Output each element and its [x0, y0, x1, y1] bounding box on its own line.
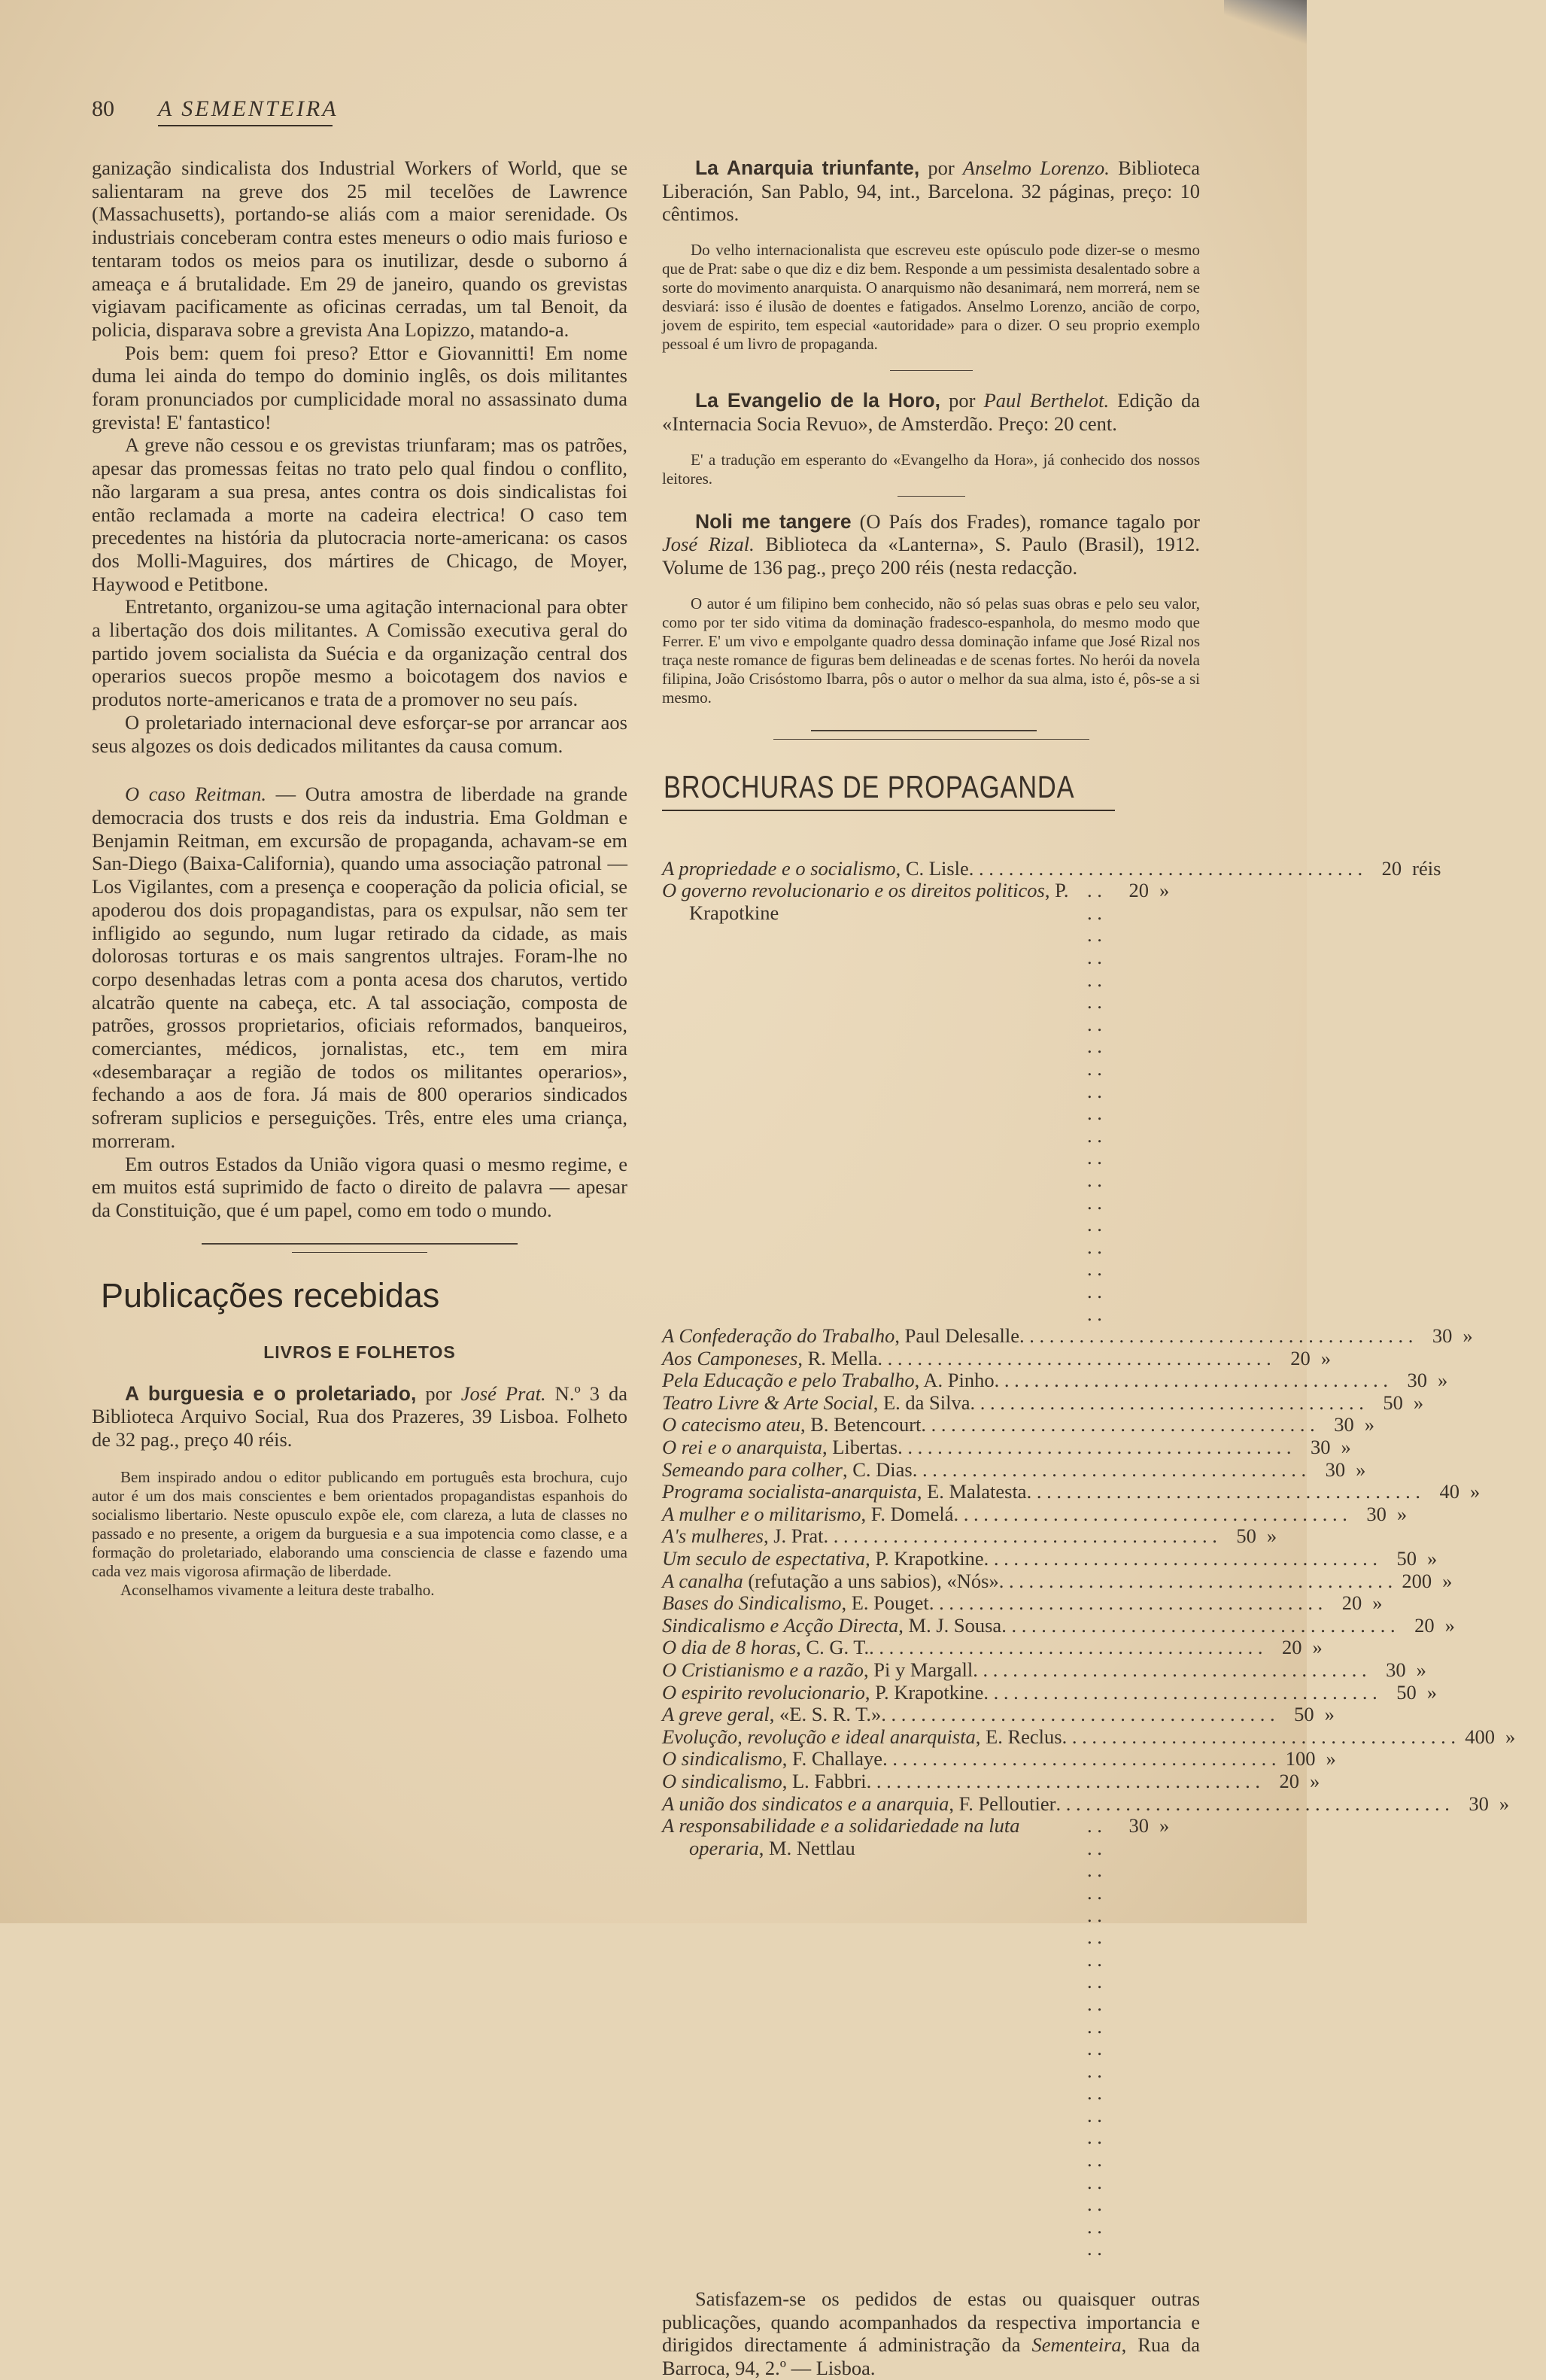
dot-leader: . . . . . . . . . . . . . . . . . . . . . . . . . . . . . . . . . . . . . . . .	[1019, 1324, 1414, 1348]
reitman-closing: Em outros Estados da União vigora quasi o mesmo regime, e em muitos está suprimido de facto o direito de palavra — apesar da Constituição, que é um papel, como em todo o mundo.	[92, 1152, 627, 1221]
brochure-author: , J. Prat	[763, 1524, 824, 1548]
brochure-row	[662, 1436, 1351, 1459]
brochure-author: , F. Pelloutier	[949, 1792, 1056, 1815]
brochure-author: , F. Challaye	[782, 1747, 883, 1771]
brochure-author: , P. Krapotkine	[864, 1680, 984, 1704]
brochure-price: 50	[1396, 1547, 1417, 1570]
brochure-unit: »	[1505, 1725, 1516, 1748]
brochure-title-cell	[662, 1682, 983, 1704]
brochure-row	[662, 880, 1200, 1325]
brochure-title-cell	[662, 1348, 877, 1370]
brochure-title: A Confederação do Trabalho	[662, 1324, 895, 1348]
brochure-title: A's mulheres	[662, 1524, 764, 1548]
brochure-price: 20	[1281, 1636, 1302, 1659]
reitman-title: O caso Reitman.	[125, 783, 266, 806]
anarquia-entry: La Anarquia triunfante, por Anselmo Lorenzo. Biblioteca Liberación, San Pablo, 94, int., Barcelona. 32 páginas, preço: 10 cêntimos.	[662, 157, 1201, 226]
brochure-title: O rei e o anarquista	[662, 1436, 822, 1459]
brochure-row	[662, 1524, 1277, 1548]
brochure-author: , C. Dias	[842, 1457, 913, 1481]
brochure-title-cell	[662, 1815, 1087, 1859]
brochure-title: Semeando para colher	[662, 1457, 843, 1481]
brochure-row	[662, 1658, 1426, 1682]
brochure-row	[662, 1346, 1331, 1370]
brochure-title: Pela Educação e pelo Trabalho	[662, 1369, 915, 1392]
brochure-price: 20	[1381, 856, 1402, 880]
article-paragraph: O proletariado internacional deve esforçar-se por arrancar aos seus algozes os dois dedicados militantes da causa comum.	[92, 710, 627, 757]
brochure-author: (refutação a uns sabios), «Nós»	[743, 1569, 999, 1592]
brochure-title-cell	[662, 1369, 995, 1392]
dot-leader: . . . . . . . . . . . . . . . . . . . . . . . . . . . . . . . . . . . . . . . .	[983, 1547, 1377, 1570]
brochure-price: 30	[1366, 1502, 1387, 1525]
brochure-title: A responsabilidade e a solidariedade na luta operaria	[662, 1814, 1020, 1859]
article-paragraph: Entretanto, organizou-se uma agitação internacional para obter a libertação dos dois militantes. A Comissão executiva geral do partido jovem socialista da Suécia e da organização central dos operarios suecos propõe mesmo a boicotagem dos navios e produtos norte-americanos e trata de a promover no seu país.	[92, 595, 627, 711]
evangelio-author: Paul Berthelot.	[983, 389, 1110, 412]
dot-leader: . . . . . . . . . . . . . . . . . . . . . . . . . . . . . . . . . . . . . . . .	[898, 1436, 1292, 1459]
brochure-author: , Libertas	[822, 1436, 898, 1459]
dot-leader: . . . . . . . . . . . . . . . . . . . . . . . . . . . . . . . . . . . . . . . .	[1001, 1613, 1396, 1637]
brochure-author: , F. Domelá	[861, 1502, 954, 1525]
brochure-title-cell	[662, 1525, 823, 1548]
brochure-title-cell	[662, 1459, 913, 1482]
brochure-unit: »	[1499, 1792, 1510, 1815]
brochure-row	[662, 1591, 1383, 1615]
brochure-title: Sindicalismo e Acção Directa	[662, 1613, 899, 1637]
brochure-author: , B. Betencourt	[800, 1413, 922, 1436]
section-divider	[202, 1243, 518, 1257]
brochure-author: , C. Lisle	[895, 856, 969, 880]
brochure-unit: »	[1320, 1346, 1331, 1369]
dot-leader: . . . . . . . . . . . . . . . . . . . . . . . . . . . . . . . . . . . . . . . .	[973, 1658, 1367, 1681]
brochure-price: 20	[1341, 1591, 1362, 1615]
brochure-row	[662, 1613, 1455, 1637]
section-divider	[773, 730, 1089, 743]
brochure-author: , E. Reclus	[975, 1725, 1062, 1748]
brochure-unit: »	[1341, 1436, 1351, 1459]
anarquia-author: Anselmo Lorenzo.	[962, 157, 1110, 179]
reitman-paragraph	[92, 783, 627, 1152]
dot-leader: . . . . . . . . . . . . . . . . . . . . . . . . . . . . . . . . . . . . . . . .	[998, 1569, 1393, 1592]
brochure-unit: »	[1356, 1457, 1366, 1481]
brochure-title: O dia de 8 horas	[662, 1636, 797, 1659]
evangelio-title: La Evangelio de la Horo,	[695, 389, 940, 412]
brochure-title-cell	[662, 1392, 970, 1415]
brochure-title: Teatro Livre & Arte Social	[662, 1391, 873, 1414]
brochure-title: Evolução, revolução e ideal anarquista	[662, 1725, 976, 1748]
dot-leader: . . . . . . . . . . . . . . . . . . . . . . . . . . . . . . . . . . . . . . . .	[1087, 879, 1102, 1325]
burguesia-entry: A burguesia e o proletariado, por José Prat. N.º 3 da Biblioteca Arquivo Social, Rua dos Prazeres, 39 Lisboa. Folheto de 32 pag., preço 40 réis.	[92, 1381, 628, 1451]
brochure-price: 50	[1236, 1524, 1256, 1548]
brochure-unit: »	[1438, 1369, 1448, 1392]
dot-leader: . . . . . . . . . . . . . . . . . . . . . . . . . . . . . . . . . . . . . . . .	[983, 1680, 1377, 1704]
brochure-row	[662, 1569, 1453, 1593]
entry-divider	[898, 496, 965, 497]
dot-leader: . . . . . . . . . . . . . . . . . . . . . . . . . . . . . . . . . . . . . . . .	[1055, 1792, 1450, 1815]
brochure-price: 30	[1469, 1792, 1489, 1815]
brochure-author: , A. Pinho	[914, 1369, 995, 1392]
brochure-row	[662, 1324, 1473, 1348]
brochure-row	[662, 1480, 1481, 1503]
brochure-row	[662, 1680, 1438, 1704]
noli-entry: Noli me tangere (O País dos Frades), romance tagalo por José Rizal. Biblioteca da «Lanterna», S. Paulo (Brasil), 1912. Volume de 136 pag., preço 200 réis (nesta redacção.	[662, 509, 1201, 579]
brochure-unit: »	[1159, 879, 1170, 902]
brochure-author: , C. G. T.	[796, 1636, 870, 1659]
noli-review: O autor é um filipino bem conhecido, não só pelas suas obras e pelo seu valor, como por ter sido vitima da dominação fradesco-espanhola, do mesmo modo que Ferrer. E' um vivo e empolgante quadro dessa dominação infame que José Rizal nos traça neste romance de figuras bem delineadas e de scenas fortes. No herói da novela filipina, João Crisóstomo Ibarra, pôs o autor o melhor da sua alma, isto é, pôs-se a si mesmo.	[662, 594, 1200, 707]
brochure-price: 200	[1402, 1569, 1432, 1592]
anarquia-title: La Anarquia triunfante,	[695, 157, 920, 179]
brochure-unit: »	[1326, 1747, 1336, 1771]
brochure-author: , Pi y Margall	[863, 1658, 973, 1681]
brochure-author: , «E. S. R. T.»	[769, 1703, 882, 1726]
brochure-title: O governo revolucionario e os direitos politicos	[662, 879, 1045, 902]
brochure-title-cell	[662, 1570, 999, 1593]
evangelio-review: E' a tradução em esperanto do «Evangelho da Hora», já conhecido dos nossos leitores.	[662, 450, 1200, 488]
brochure-title-cell	[662, 1592, 929, 1615]
brochure-price: 30	[1310, 1436, 1331, 1459]
dot-leader: . . . . . . . . . . . . . . . . . . . . . . . . . . . . . . . . . . . . . . . .	[1026, 1480, 1420, 1503]
dot-leader: . . . . . . . . . . . . . . . . . . . . . . . . . . . . . . . . . . . . . . . .	[823, 1524, 1217, 1548]
brochure-title-cell	[662, 1548, 984, 1570]
brochure-unit: »	[1324, 1703, 1335, 1726]
brochure-row	[662, 1792, 1510, 1816]
dot-leader: . . . . . . . . . . . . . . . . . . . . . . . . . . . . . . . . . . . . . . . .	[953, 1502, 1347, 1525]
brochure-title-cell	[662, 1771, 867, 1793]
brochure-price: 100	[1285, 1747, 1316, 1771]
burguesia-details: N.º 3 da Biblioteca Arquivo Social, Rua dos Prazeres, 39 Lisboa. Folheto de 32 pag., preço 40 réis.	[92, 1381, 628, 1451]
dot-leader: . . . . . . . . . . . . . . . . . . . . . . . . . . . . . . . . . . . . . . . .	[866, 1769, 1260, 1792]
right-column	[662, 157, 1516, 2380]
brochure-unit: »	[1310, 1769, 1320, 1792]
brochure-author: , E. Pouget	[841, 1591, 929, 1615]
brochure-row	[662, 1815, 1200, 2260]
brochure-title-cell	[662, 1726, 1062, 1749]
brochure-unit: »	[1426, 1547, 1438, 1570]
burguesia-recommend: Aconselhamos vivamente a leitura deste trabalho.	[120, 1580, 435, 1599]
brochure-price: 30	[1325, 1457, 1346, 1481]
brochure-title: Um seculo de espectativa	[662, 1547, 866, 1570]
dot-leader: . . . . . . . . . . . . . . . . . . . . . . . . . . . . . . . . . . . . . . . .	[968, 856, 1363, 880]
brochure-title-cell	[662, 1481, 1027, 1503]
burguesia-author: José Prat.	[460, 1381, 546, 1405]
brochure-row	[662, 1413, 1375, 1436]
brochure-unit: »	[1266, 1524, 1277, 1548]
brochure-author: , P. Krapotkine	[865, 1547, 984, 1570]
dot-leader: . . . . . . . . . . . . . . . . . . . . . . . . . . . . . . . . . . . . . . . .	[994, 1369, 1389, 1392]
brochure-title-cell	[662, 880, 1087, 924]
brochure-row	[662, 1636, 1323, 1659]
article-paragraph: A greve não cessou e os grevistas triunfaram; mas os patrões, apesar das promessas feitas no trato pelo qual findou o conflito, não largaram a sua presa, antes contra os dois sindicalistas foi então reclamada a morte na cadeira electrica! O caso tem precedentes na história da plutocracia norte-americana: os casos dos Molli-Maguires, dos mártires de Chicago, de Moyer, Haywood e Petitbone.	[92, 433, 627, 595]
brochure-title: O catecismo ateu	[662, 1413, 800, 1436]
brochure-title-cell	[662, 1325, 1019, 1348]
brochure-title: A mulher e o militarismo	[662, 1502, 861, 1525]
brochure-unit: »	[1159, 1814, 1170, 1837]
brochure-author: , L. Fabbri	[782, 1769, 867, 1792]
journal-title: A SEMENTEIRA	[158, 96, 339, 121]
brochure-unit: »	[1469, 1480, 1481, 1503]
dot-leader: . . . . . . . . . . . . . . . . . . . . . . . . . . . . . . . . . . . . . . . .	[881, 1703, 1275, 1726]
brochure-price: 40	[1439, 1480, 1459, 1503]
brochure-title-cell	[662, 1414, 921, 1436]
evangelio-entry: La Evangelio de la Horo, por Paul Berthelot. Edição da «Internacia Socia Revuo», de Amsterdão. Preço: 20 cent.	[662, 389, 1201, 435]
brochure-row	[662, 1369, 1448, 1392]
brochure-price: 50	[1294, 1703, 1314, 1726]
brochure-price: 20	[1128, 879, 1149, 902]
dot-leader: . . . . . . . . . . . . . . . . . . . . . . . . . . . . . . . . . . . . . . . .	[869, 1636, 1263, 1659]
brochure-price: 50	[1383, 1391, 1403, 1414]
brochure-unit: »	[1444, 1613, 1455, 1637]
burguesia-review: Bem inspirado andou o editor publicando em português esta brochura, cujo autor é um dos mais conscientes e bem orientados propagandistas espanhois do socialismo libertario. Neste opusculo expõe ele, com clareza, a luta de classes no passado e no presente, a origem da burguesia e a sua impotencia como classe, e a formação do proletariado, elaborando uma consciencia de classe e fazendo uma cada vez mais vigorosa afirmação de liberdade.	[92, 1467, 627, 1580]
dot-leader: . . . . . . . . . . . . . . . . . . . . . . . . . . . . . . . . . . . . . . . .	[1087, 1814, 1102, 2260]
dot-leader: . . . . . . . . . . . . . . . . . . . . . . . . . . . . . . . . . . . . . . . .	[877, 1346, 1271, 1369]
header-rule	[158, 125, 333, 126]
brochure-unit: »	[1372, 1591, 1383, 1615]
brochure-author: , M. J. Sousa	[898, 1613, 1002, 1637]
brochure-list	[662, 856, 1516, 2260]
closing-journal: Sementeira	[1031, 2333, 1122, 2357]
brochure-unit: »	[1462, 1324, 1473, 1348]
brochure-unit: »	[1442, 1569, 1453, 1592]
brochure-title-cell	[662, 1615, 1001, 1637]
brochure-title: Programa socialista-anarquista	[662, 1480, 917, 1503]
brochure-title-cell	[662, 1436, 898, 1459]
brochuras-rule	[662, 810, 1115, 811]
brochure-title: A greve geral	[662, 1703, 770, 1726]
brochure-price: 20	[1279, 1769, 1299, 1792]
brochure-row	[662, 1391, 1424, 1415]
brochure-unit: réis	[1412, 856, 1441, 880]
brochure-title: A união dos sindicatos e a anarquia	[662, 1792, 949, 1815]
noli-author: José Rizal.	[662, 533, 755, 556]
brochure-title-cell	[662, 1659, 973, 1682]
evangelio-details: Edição da «Internacia Socia Revuo», de Amsterdão. Preço: 20 cent.	[662, 389, 1201, 435]
page-number: 80	[92, 96, 114, 121]
brochure-title-cell	[662, 1503, 954, 1526]
brochure-title: A propriedade e o socialismo	[662, 856, 896, 880]
brochure-row	[662, 1747, 1336, 1771]
brochure-title-cell	[662, 858, 969, 880]
dot-leader: . . . . . . . . . . . . . . . . . . . . . . . . . . . . . . . . . . . . . . . .	[970, 1391, 1364, 1414]
brochure-price: 20	[1414, 1613, 1435, 1637]
brochure-price: 30	[1334, 1413, 1354, 1436]
brochure-title: O sindicalismo	[662, 1769, 782, 1792]
publicacoes-heading: Publicações recebidas	[101, 1275, 440, 1315]
brochure-title: Aos Camponeses	[662, 1346, 798, 1369]
article-paragraph: Pois bem: quem foi preso? Ettor e Giovannitti! Em nome duma lei ainda do tempo do dominio inglês, os dois militantes foram pronunciados por cumplicidade moral no assassinato duma grevista! E' fantastico!	[92, 341, 627, 433]
brochure-title: O sindicalismo	[662, 1747, 782, 1771]
noli-details: Biblioteca da «Lanterna», S. Paulo (Brasil), 1912. Volume de 136 pag., preço 200 réis (nesta redacção.	[662, 533, 1201, 579]
entry-divider	[890, 370, 973, 371]
burguesia-title: A burguesia e o proletariado,	[125, 1381, 417, 1405]
brochure-row	[662, 1725, 1516, 1749]
brochure-author: , Paul Delesalle	[894, 1324, 1019, 1348]
noli-title: Noli me tangere	[695, 509, 852, 533]
brochure-row	[662, 1502, 1408, 1526]
brochure-price: 30	[1432, 1324, 1453, 1348]
brochure-unit: »	[1312, 1636, 1323, 1659]
brochure-title: O Cristianismo e a razão	[662, 1658, 864, 1681]
brochure-price: 30	[1128, 1814, 1149, 1837]
brochuras-heading: BROCHURAS DE PROPAGANDA	[664, 768, 1075, 804]
brochure-title: O espirito revolucionario	[662, 1680, 865, 1704]
anarquia-details: Biblioteca Liberación, San Pablo, 94, int., Barcelona. 32 páginas, preço: 10 cêntimos.	[662, 157, 1201, 226]
brochure-unit: »	[1416, 1658, 1426, 1681]
brochure-unit: »	[1396, 1502, 1408, 1525]
brochure-row	[662, 1703, 1335, 1726]
brochure-price: 30	[1407, 1369, 1428, 1392]
dot-leader: . . . . . . . . . . . . . . . . . . . . . . . . . . . . . . . . . . . . . . . .	[1062, 1725, 1456, 1748]
dot-leader: . . . . . . . . . . . . . . . . . . . . . . . . . . . . . . . . . . . . . . . .	[912, 1457, 1307, 1481]
anarquia-review: Do velho internacionalista que escreveu este opúsculo pode dizer-se o mesmo que de Prat: sabe o que diz e diz bem. Responde a um pessimista desalentado sobre a sorte do movimento anarquista. O anarquismo não desanimará, nem morrerá, nem se desviará: isso é ilusão de doentes e fatigados. Anselmo Lorenzo, ancião de corpo, jovem de espirito, tem especial «autoridade» para o dizer. O seu proprio exemplo pessoal é um livro de propaganda.	[662, 241, 1200, 354]
brochure-author: , E. Malatesta	[916, 1480, 1027, 1503]
left-column	[92, 157, 627, 1600]
brochure-title-cell	[662, 1793, 1055, 1816]
brochure-row	[662, 1769, 1320, 1793]
dot-leader: . . . . . . . . . . . . . . . . . . . . . . . . . . . . . . . . . . . . . . . .	[882, 1747, 1277, 1771]
brochure-price: 400	[1465, 1725, 1495, 1748]
brochure-row	[662, 1457, 1366, 1482]
brochure-unit: »	[1426, 1680, 1438, 1704]
brochure-title-cell	[662, 1704, 881, 1726]
dot-leader: . . . . . . . . . . . . . . . . . . . . . . . . . . . . . . . . . . . . . . . .	[928, 1591, 1323, 1615]
brochure-author: , E. da Silva	[873, 1391, 970, 1414]
article-paragraph: ganização sindicalista dos Industrial Workers of World, que se salientaram na greve dos 25 mil tecelões de Lawrence (Massachusetts), portando-se aliás com a maior serenidade. Os industriais conceberam contra estes meneurs o odio mais furioso e tentaram todos os meios para os inutilizar, desde o suborno á ameaça e á brutalidade. Em 29 de janeiro, quando os grevistas vigiavam pacificamente as oficinas cerradas, um tal Benoit, da policia, disparava sobre a grevista Ana Lopizzo, matando-a.	[92, 157, 627, 341]
brochure-title-cell	[662, 1637, 869, 1659]
closing-note: Satisfazem-se os pedidos de estas ou quaisquer outras publicações, quando acompanhados da respectiva importancia e dirigidos directamente á administração da Sementeira, Rua da Barroca, 94, 2.º — Lisboa.	[662, 2287, 1200, 2380]
brochure-unit: »	[1364, 1413, 1375, 1436]
brochure-price: 30	[1386, 1658, 1406, 1681]
brochure-unit: »	[1413, 1391, 1424, 1414]
brochure-row	[662, 1547, 1438, 1570]
brochure-title-cell	[662, 1748, 882, 1771]
brochure-author: , M. Nettlau	[758, 1836, 855, 1859]
page-corner-fold	[1224, 0, 1307, 45]
brochure-price: 50	[1396, 1680, 1417, 1704]
dot-leader: . . . . . . . . . . . . . . . . . . . . . . . . . . . . . . . . . . . . . . . .	[921, 1413, 1315, 1436]
brochure-row	[662, 856, 1441, 880]
livros-heading: LIVROS E FOLHETOS	[263, 1342, 456, 1362]
brochure-title: Bases do Sindicalismo	[662, 1591, 842, 1615]
brochure-author: , R. Mella	[797, 1346, 878, 1369]
brochure-price: 20	[1290, 1346, 1311, 1369]
brochure-author: , P. Krapotkine	[689, 879, 1069, 924]
brochure-title: A canalha	[662, 1569, 743, 1592]
reitman-body: — Outra amostra de liberdade na grande democracia dos trusts e dos reis da industria. Ema Goldman e Benjamin Reitman, em excursão de propaganda, achavam-se em San-Diego (Baixa-California), quando uma associação patronal — Los Vigilantes, com a presença e cooperação da policia oficial, se apoderou dos dois propagandistas, para os expulsar, não sem ter infligido ao segundo, num lugar retirado da cidade, as mais dolorosas torturas e os mais sangrentos ultrajes. Foram-lhe no corpo desenhadas letras com a ponta acesa dos charutos, vertido alcatrão quente na cabeça, etc. A tal associação, composta de patrões, grossos proprietarios, oficiais reformados, banqueiros, comerciantes, médicos, jornalistas, etc., tem em mira «desembaraçar a região de todos os militantes operarios», fechando a aos de fora. Já mais de 800 operarios sindicados sofreram suplicios e perseguições. Três, entre eles uma criança, morreram.	[92, 783, 627, 1152]
